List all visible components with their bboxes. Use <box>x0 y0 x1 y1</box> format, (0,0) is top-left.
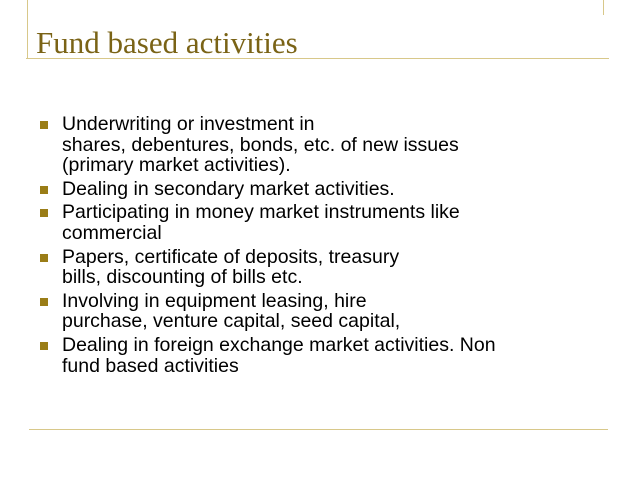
bullet-text-line: Dealing in secondary market activities. <box>62 177 395 200</box>
square-bullet-icon <box>40 298 48 306</box>
bullet-item <box>37 247 597 288</box>
bullet-text-line: bills, discounting of bills etc. <box>62 266 303 289</box>
frame-right-line <box>603 0 604 15</box>
bullet-text-line: Participating in money market instruments like <box>62 201 460 224</box>
bullet-item <box>37 291 597 332</box>
bullet-item <box>37 335 597 376</box>
slide-title: Fund based activities <box>36 25 298 60</box>
frame-left-line <box>27 0 28 59</box>
bullet-item <box>37 114 597 176</box>
square-bullet-icon <box>40 254 48 262</box>
bullet-text-line: shares, debentures, bonds, etc. of new issues <box>62 133 459 156</box>
bullet-list <box>37 114 597 379</box>
bullet-text-line: Dealing in foreign exchange market activities. Non <box>62 333 496 356</box>
bullet-text-line: Papers, certificate of deposits, treasury <box>62 245 400 268</box>
bullet-text-line: commercial <box>62 221 162 244</box>
square-bullet-icon <box>40 342 48 350</box>
bullet-item <box>37 179 597 200</box>
bullet-text-line: purchase, venture capital, seed capital, <box>62 310 401 333</box>
square-bullet-icon <box>40 186 48 194</box>
bullet-text-line: Underwriting or investment in <box>62 113 315 135</box>
square-bullet-icon <box>40 209 48 217</box>
bullet-text-line: (primary market activities). <box>62 154 291 177</box>
bullet-item <box>37 202 597 243</box>
bullet-text-line: Involving in equipment leasing, hire <box>62 289 367 312</box>
square-bullet-icon <box>40 121 48 129</box>
bottom-divider <box>29 429 608 430</box>
bullet-text-line: fund based activities <box>62 354 239 377</box>
